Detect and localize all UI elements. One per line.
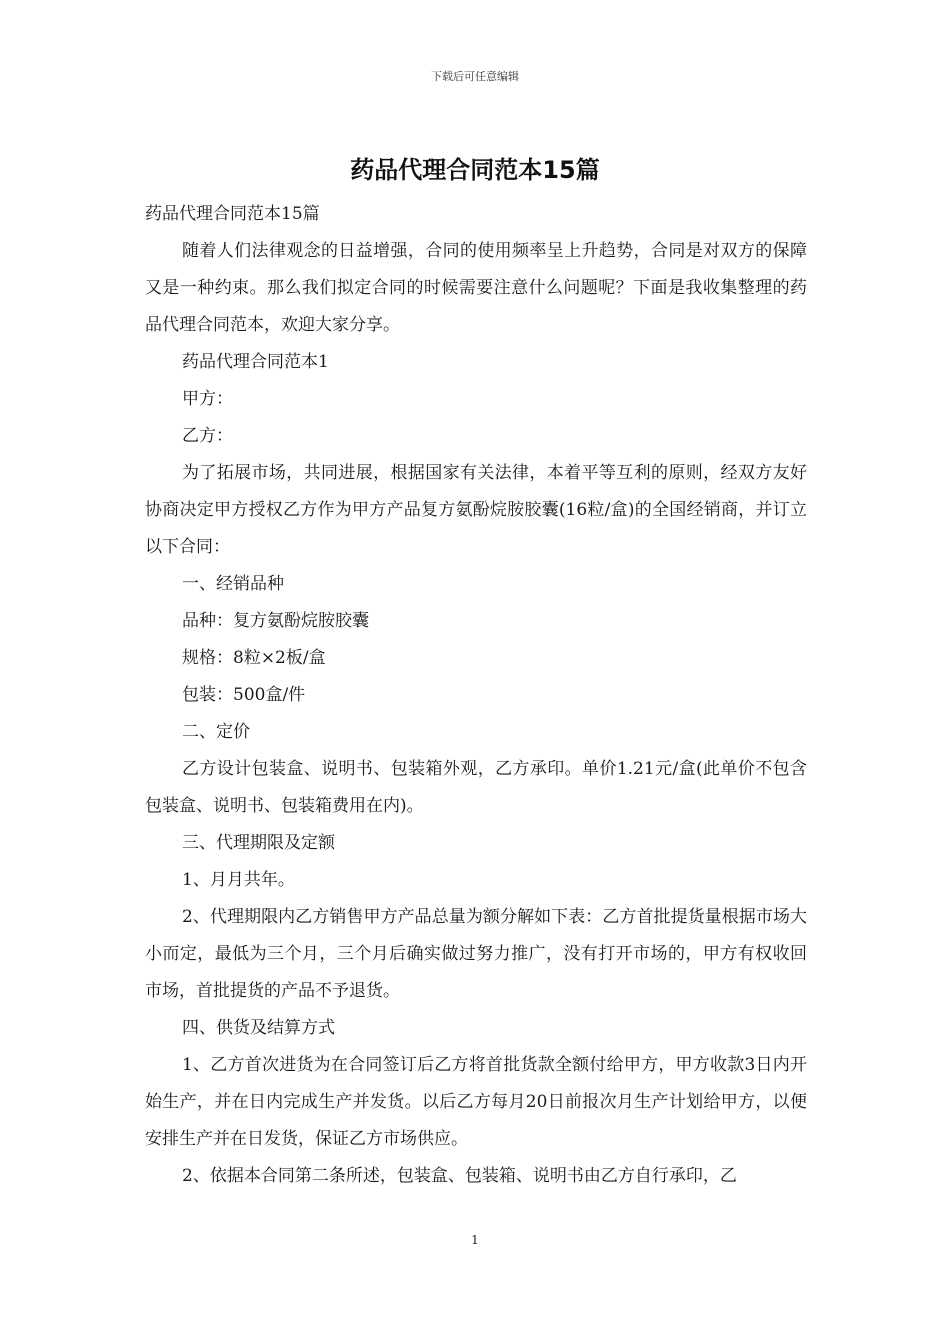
document-body: [145, 196, 807, 1195]
paragraph: 随着人们法律观念的日益增强，合同的使用频率呈上升趋势，合同是对双方的保障又是一种约束。那么我们拟定合同的时候需要注意什么问题呢？下面是我收集整理的药品代理合同范本，欢迎大家分享。: [145, 241, 807, 335]
paragraph: 药品代理合同范本15篇: [145, 204, 320, 224]
clause-heading: 二、定价: [182, 722, 250, 742]
paragraph: 1、乙方首次进货为在合同签订后乙方将首批货款全额付给甲方，甲方收款3日内开始生产，并在日内完成生产并发货。以后乙方每月20日前报次月生产计划给甲方，以便安排生产并在日发货，保证乙方市场供应。: [145, 1055, 807, 1149]
paragraph: 为了拓展市场，共同进展，根据国家有关法律，本着平等互利的原则，经双方友好协商决定甲方授权乙方作为甲方产品复方氨酚烷胺胶囊(16粒/盒)的全国经销商，并订立以下合同：: [145, 463, 807, 557]
paragraph: 规格：8粒×2板/盒: [182, 648, 326, 668]
party-a-line: 甲方：: [182, 389, 233, 409]
paragraph: 乙方设计包装盒、说明书、包装箱外观，乙方承印。单价1.21元/盒(此单价不包含包装盒、说明书、包装箱费用在内)。: [145, 759, 807, 816]
paragraph: 包装：500盒/件: [182, 685, 306, 705]
clause-heading: 三、代理期限及定额: [182, 833, 335, 853]
page-number: 1: [471, 1233, 479, 1247]
paragraph: 2、代理期限内乙方销售甲方产品总量为额分解如下表：乙方首批提货量根据市场大小而定，最低为三个月，三个月后确实做过努力推广，没有打开市场的，甲方有权收回市场，首批提货的产品不予退货。: [145, 907, 807, 1001]
document-title: 药品代理合同范本15篇: [350, 156, 600, 184]
page-header-note: 下载后可任意编辑: [431, 70, 519, 83]
section-heading: 药品代理合同范本1: [182, 352, 329, 372]
party-b-line: 乙方：: [182, 426, 233, 446]
clause-heading: 四、供货及结算方式: [182, 1018, 335, 1038]
clause-heading: 一、经销品种: [182, 574, 284, 594]
paragraph: 1、月月共年。: [182, 870, 295, 890]
paragraph: 品种：复方氨酚烷胺胶囊: [182, 611, 369, 631]
paragraph: 2、依据本合同第二条所述，包装盒、包装箱、说明书由乙方自行承印，乙: [182, 1166, 737, 1186]
